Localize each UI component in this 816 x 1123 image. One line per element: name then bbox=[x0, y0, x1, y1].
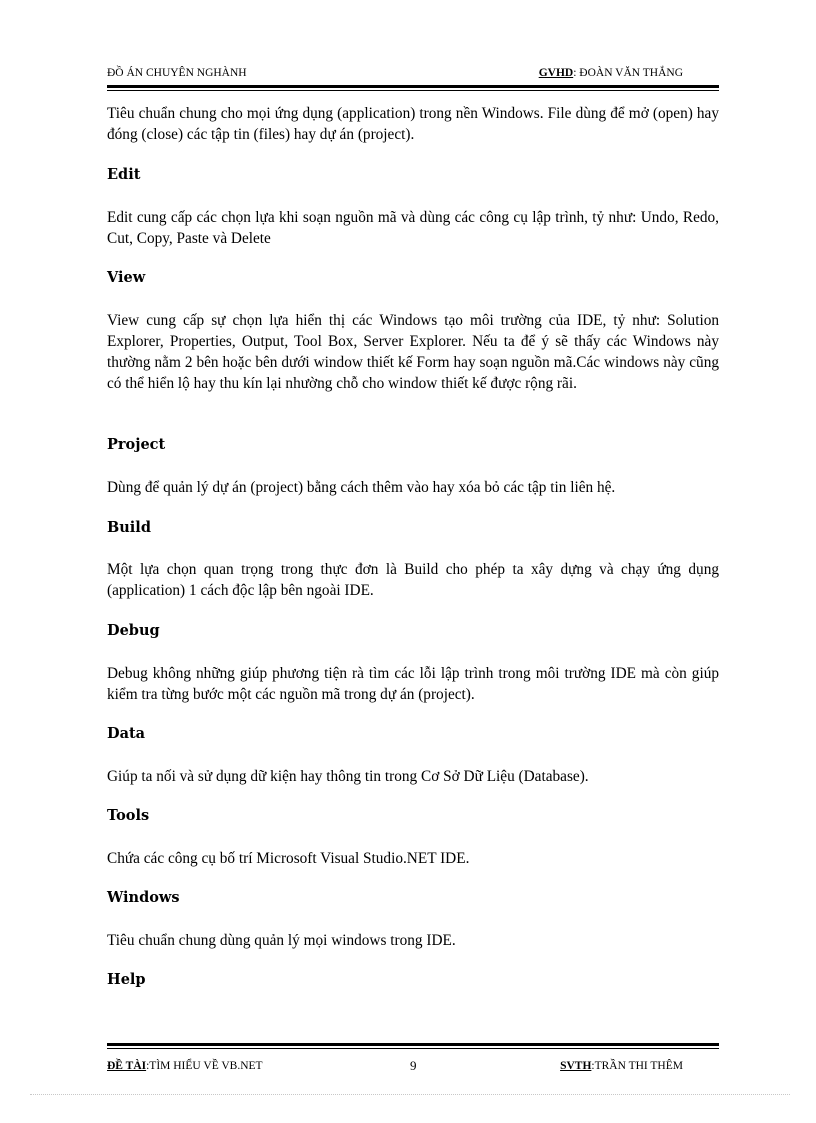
heading-windows: Windows bbox=[107, 889, 180, 906]
footer-topic-sep: : bbox=[146, 1060, 150, 1072]
footer-student-label: SVTH bbox=[560, 1060, 592, 1072]
page-number: 9 bbox=[410, 1058, 417, 1073]
footer-student-name: TRẦN THI THÊM bbox=[594, 1060, 683, 1072]
build-paragraph: Một lựa chọn quan trọng trong thực đơn là Build cho phép ta xây dựng và chạy ứng dụng (application) 1 cách độc lập bên ngoài IDE. bbox=[107, 561, 719, 599]
heading-project: Project bbox=[107, 436, 166, 453]
header-rule-thick bbox=[107, 85, 719, 88]
tools-paragraph: Chứa các công cụ bố trí Microsoft Visual Studio.NET IDE. bbox=[107, 850, 470, 867]
debug-paragraph: Debug không những giúp phương tiện rà tìm các lỗi lập trình trong môi trường IDE mà còn giúp kiểm tra từng bước một các nguồn mã trong dự án (project). bbox=[107, 665, 719, 703]
header-course-title: ĐỒ ÁN CHUYÊN NGHÀNH bbox=[107, 67, 247, 79]
header-supervisor bbox=[539, 66, 683, 80]
footer-rule-thin bbox=[107, 1048, 719, 1049]
heading-view: View bbox=[107, 269, 146, 286]
footer-student-sep: : bbox=[591, 1060, 595, 1072]
view-paragraph: View cung cấp sự chọn lựa hiển thị các Windows tạo môi trường của IDE, tỷ như: Solution Explorer, Properties, Output, Tool Box, Server Explorer. Nếu ta để ý sẽ thấy các Windows này thường nằm 2 bên hoặc bên dưới window thiết kế Form hay soạn nguồn mã.Các windows này cũng có thể hiển lộ hay thu kín lại nhường chỗ cho window thiết kế được rộng rãi. bbox=[107, 312, 719, 392]
heading-edit: Edit bbox=[107, 166, 141, 183]
footer-rule-thick bbox=[107, 1043, 719, 1046]
heading-build: Build bbox=[107, 519, 151, 536]
heading-debug: Debug bbox=[107, 622, 160, 639]
footer-topic bbox=[107, 1059, 263, 1073]
page-footer bbox=[107, 1059, 719, 1073]
project-paragraph: Dùng để quản lý dự án (project) bằng cách thêm vào hay xóa bỏ các tập tin liên hệ. bbox=[107, 479, 616, 496]
footer-topic-value: TÌM HIỂU VỀ VB.NET bbox=[149, 1060, 263, 1072]
edit-paragraph: Edit cung cấp các chọn lựa khi soạn nguồn mã và dùng các công cụ lập trình, tỷ như: Undo, Redo, Cut, Copy, Paste và Delete bbox=[107, 209, 719, 247]
header-rule-thin bbox=[107, 90, 719, 91]
heading-data: Data bbox=[107, 725, 146, 742]
windows-paragraph: Tiêu chuẩn chung dùng quản lý mọi windows trong IDE. bbox=[107, 932, 456, 949]
header-supervisor-sep: : bbox=[573, 67, 580, 79]
header-supervisor-name: ĐOÀN VĂN THẮNG bbox=[579, 67, 683, 79]
footer-topic-label: ĐỀ TÀI bbox=[107, 1060, 147, 1072]
page-header bbox=[107, 66, 719, 80]
page-edge-dotted-line bbox=[30, 1094, 790, 1095]
intro-paragraph: Tiêu chuẩn chung cho mọi ứng dụng (application) trong nền Windows. File dùng để mở (open) hay đóng (close) các tập tin (files) hay dự án (project). bbox=[107, 105, 719, 143]
heading-help: Help bbox=[107, 971, 146, 988]
header-supervisor-label: GVHD bbox=[538, 67, 574, 79]
data-paragraph: Giúp ta nối và sử dụng dữ kiện hay thông tin trong Cơ Sở Dữ Liệu (Database). bbox=[107, 768, 589, 785]
heading-tools: Tools bbox=[107, 807, 150, 824]
footer-student bbox=[560, 1059, 683, 1073]
